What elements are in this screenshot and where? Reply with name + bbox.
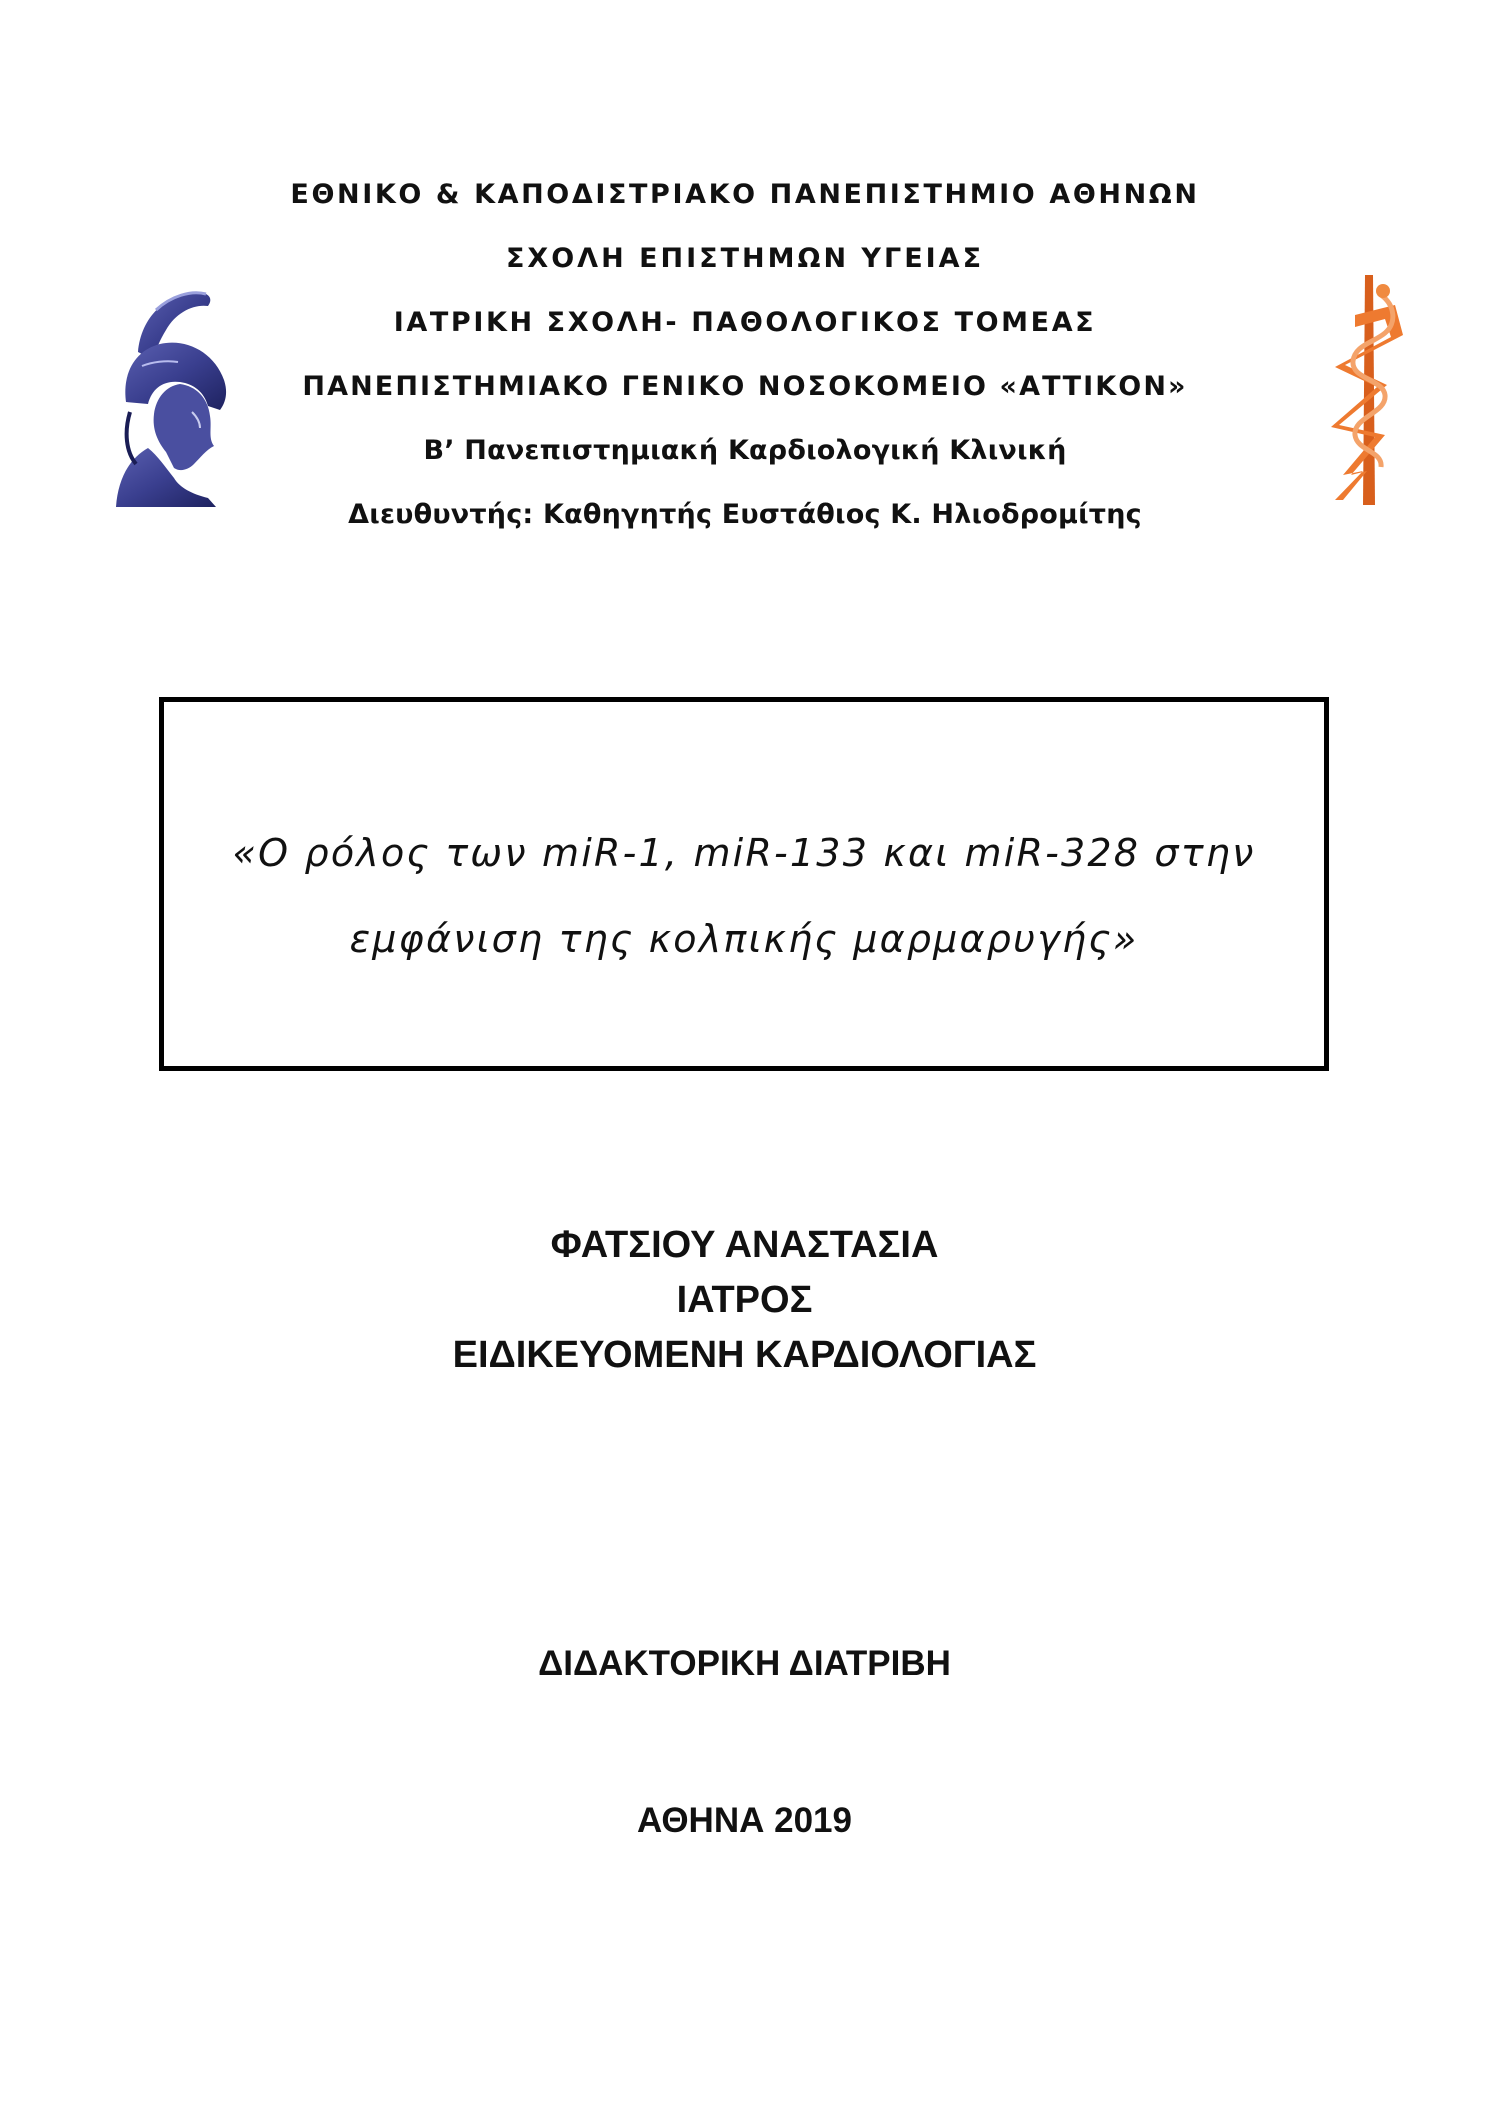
thesis-title-line: εμφάνιση της κολπικής μαρμαρυγής» — [349, 917, 1139, 961]
place-year: ΑΘΗΝΑ 2019 — [637, 1801, 852, 1840]
author-name: ΦΑΤΣΙΟΥ ΑΝΑΣΤΑΣΙΑ — [550, 1224, 939, 1266]
hospital-name: ΠΑΝΕΠΙΣΤΗΜΙΑΚΟ ΓΕΝΙΚΟ ΝΟΣΟΚΟΜΕΙΟ «ΑΤΤΙΚΟΝ» — [302, 371, 1188, 402]
thesis-title-line: «Ο ρόλος των miR-1, miR-133 και miR-328 στην — [232, 831, 1256, 875]
university-name: ΕΘΝΙΚΟ & ΚΑΠΟΔΙΣΤΡΙΑΚΟ ΠΑΝΕΠΙΣΤΗΜΙΟ ΑΘΗΝΩΝ — [290, 179, 1200, 210]
author-block — [200, 1218, 1289, 1383]
author-role: ΙΑΤΡΟΣ — [676, 1279, 813, 1321]
school-name: ΣΧΟΛΗ ΕΠΙΣΤΗΜΩΝ ΥΓΕΙΑΣ — [505, 243, 985, 274]
author-specialty: ΕΙΔΙΚΕΥΟΜΕΝΗ ΚΑΡΔΙΟΛΟΓΙΑΣ — [452, 1334, 1037, 1376]
thesis-title-box — [159, 697, 1329, 1071]
thesis-title — [164, 810, 1324, 982]
institution-header — [260, 180, 1230, 564]
clinic-name: Β’ Πανεπιστημιακή Καρδιολογική Κλινική — [423, 435, 1067, 466]
athena-helmet-logo-icon — [96, 282, 246, 507]
caduceus-logo-icon — [1325, 275, 1415, 505]
thesis-type: ΔΙΔΑΚΤΟΡΙΚΗ ΔΙΑΤΡΙΒΗ — [538, 1644, 951, 1683]
faculty-name: ΙΑΤΡΙΚΗ ΣΧΟΛΗ- ΠΑΘΟΛΟΓΙΚΟΣ ΤΟΜΕΑΣ — [393, 307, 1097, 338]
director-line: Διευθυντής: Καθηγητής Ευστάθιος Κ. Ηλιοδρομίτης — [348, 499, 1142, 530]
